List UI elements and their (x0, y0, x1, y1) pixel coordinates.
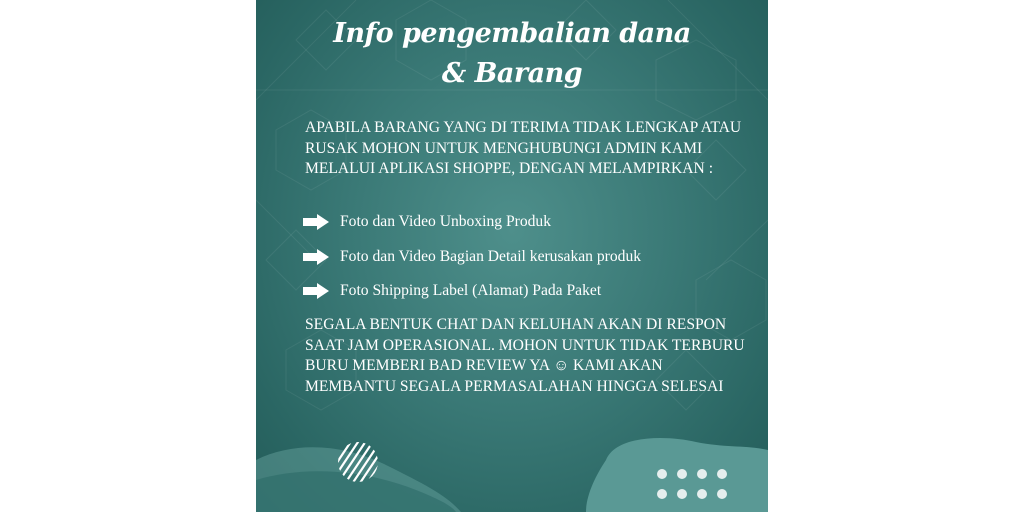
info-card (256, 0, 768, 512)
list-item (302, 240, 742, 275)
right-arrow-icon (302, 213, 330, 231)
decorative-blob-with-dots (586, 430, 768, 512)
list-item-label: Foto dan Video Bagian Detail kerusakan produk (340, 247, 642, 265)
requirements-list (302, 205, 742, 309)
list-item (302, 205, 742, 240)
right-arrow-icon (302, 248, 330, 266)
right-arrow-icon (302, 282, 330, 300)
title-line-2: & Barang (441, 58, 583, 89)
intro-text: APABILA BARANG YANG DI TERIMA TIDAK LENGKAP ATAU RUSAK MOHON UNTUK MENGHUBUNGI ADMIN KAMI MELALUI APLIKASI SHOPPE, DENGAN MELAMPIRKAN : (305, 119, 742, 177)
closing-text: SEGALA BENTUK CHAT DAN KELUHAN AKAN DI RESPON SAAT JAM OPERASIONAL. MOHON UNTUK TIDAK TERBURU BURU MEMBERI BAD REVIEW YA ☺ KAMI AKAN MEMBANTU SEGALA PERMASALAHAN HINGGA SELESAI (305, 316, 745, 395)
title-line-1: Info pengembalian dana (333, 18, 691, 49)
list-item-label: Foto Shipping Label (Alamat) Pada Paket (340, 282, 602, 300)
list-item (302, 274, 742, 309)
page-title (256, 14, 768, 94)
list-item-label: Foto dan Video Unboxing Produk (340, 213, 552, 231)
decorative-wave-with-striped-circle (256, 420, 476, 512)
